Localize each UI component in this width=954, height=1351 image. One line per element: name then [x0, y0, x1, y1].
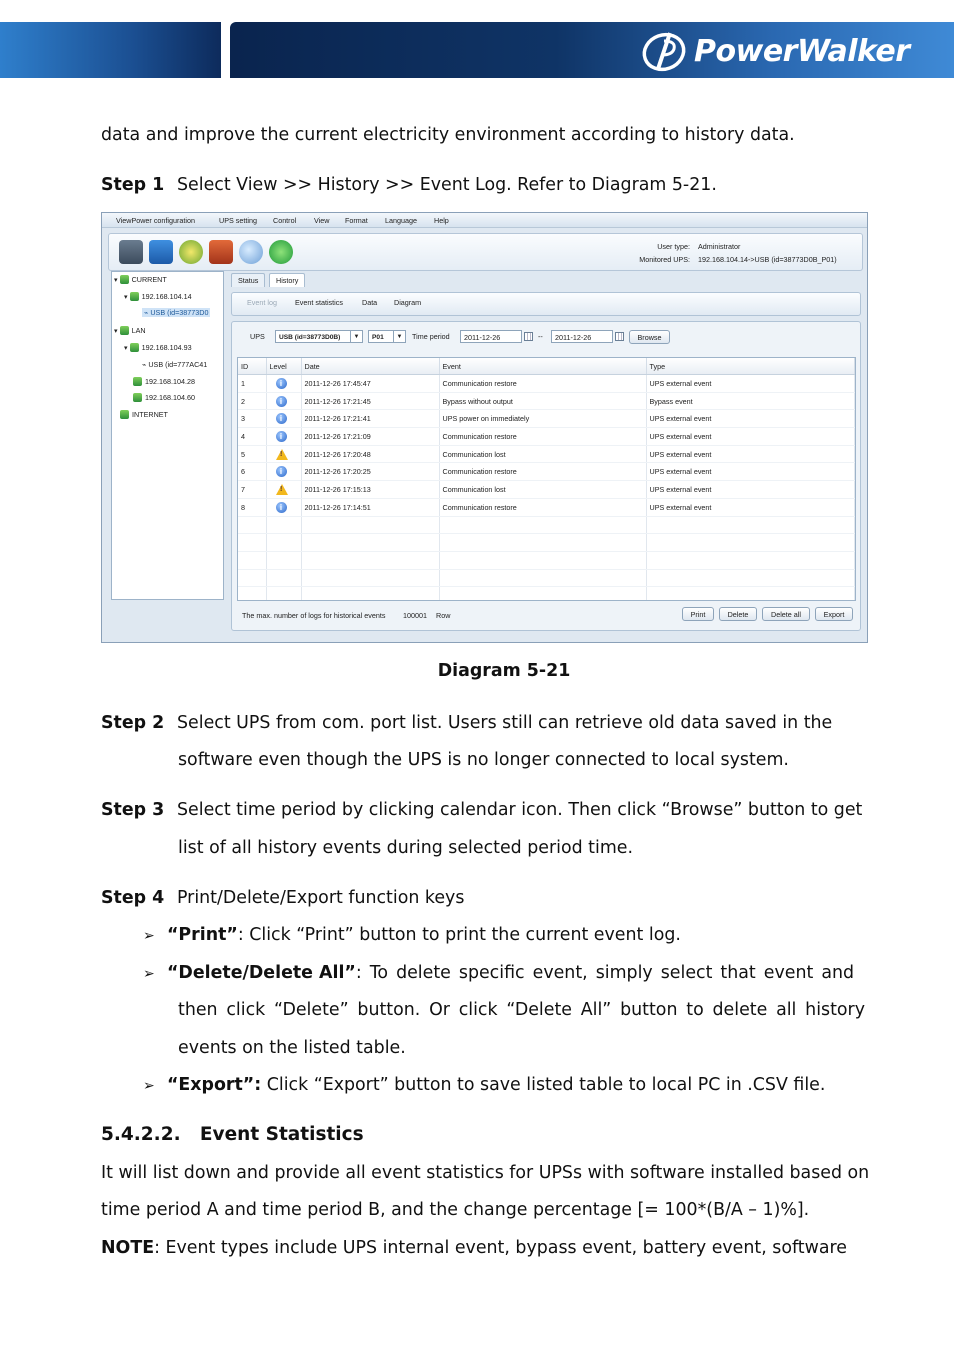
step-4-label: Step 4	[101, 888, 165, 908]
usb-icon: ⌁	[142, 360, 149, 369]
configuration-icon[interactable]	[149, 240, 173, 264]
section-line-1: It will list down and provide all event statistics for UPSs with software installed based on	[101, 1163, 870, 1183]
export-button[interactable]: Export	[815, 607, 853, 621]
tree-node-lan[interactable]: ▾ LAN	[114, 326, 146, 335]
usb-icon: ⌁	[144, 308, 151, 317]
note-label: NOTE	[101, 1238, 155, 1258]
empty-cell	[646, 569, 855, 587]
empty-table-row	[238, 551, 855, 569]
cell-level	[266, 498, 301, 516]
bullet-export-text: Click “Export” button to save listed table to local PC in .CSV file.	[261, 1075, 826, 1095]
empty-cell	[266, 569, 301, 587]
cell-type: UPS external event	[646, 428, 855, 446]
empty-table-row	[238, 516, 855, 534]
tree-node-usb2[interactable]: ⌁ USB (id=777AC41	[142, 360, 208, 369]
empty-cell	[301, 516, 439, 534]
empty-cell	[439, 569, 646, 587]
bullet-delete-line-3: events on the listed table.	[178, 1038, 406, 1058]
tree-node-usb1[interactable]: ⌁ USB (id=38773D0	[144, 308, 209, 317]
date-from-input[interactable]: 2011-12-26	[460, 330, 522, 343]
note-text: : Event types include UPS internal event, bypass event, battery event, software	[154, 1238, 847, 1258]
chevron-down-icon: ▼	[350, 331, 362, 342]
main-tabs	[231, 273, 861, 287]
section-line-2: time period A and time period B, and the change percentage [= 100*(B/A – 1)%].	[101, 1200, 810, 1220]
cell-level	[266, 445, 301, 463]
cell-event: Bypass without output	[439, 392, 646, 410]
cell-date: 2011-12-26 17:45:47	[301, 375, 439, 393]
diagram-caption: Diagram 5-21	[437, 661, 571, 681]
empty-table-row	[238, 534, 855, 552]
globe-icon	[120, 410, 129, 419]
cell-id: 3	[238, 410, 266, 428]
browse-button[interactable]: Browse	[629, 330, 670, 344]
date-to-input[interactable]: 2011-12-26	[551, 330, 613, 343]
step-2	[101, 712, 832, 734]
ups-label: UPS	[250, 332, 265, 341]
arrow-bullet-icon: ➢	[143, 966, 155, 982]
cell-date: 2011-12-26 17:15:13	[301, 481, 439, 499]
bullet-export	[143, 1074, 825, 1097]
table-header-row	[238, 358, 855, 375]
table-row[interactable]	[238, 498, 855, 516]
empty-cell	[238, 569, 266, 587]
empty-cell	[439, 551, 646, 569]
empty-cell	[266, 551, 301, 569]
port-select[interactable]: P01 ▼	[368, 330, 406, 343]
empty-cell	[439, 534, 646, 552]
cell-type: UPS external event	[646, 463, 855, 481]
table-row[interactable]	[238, 392, 855, 410]
col-level[interactable]: Level	[266, 358, 301, 375]
empty-cell	[646, 551, 855, 569]
computer-icon	[133, 393, 142, 402]
empty-table-row	[238, 569, 855, 587]
menu-ups-setting[interactable]: UPS setting	[219, 216, 257, 225]
empty-cell	[301, 587, 439, 601]
monitor-icon[interactable]	[119, 240, 143, 264]
step-4-text: Print/Delete/Export function keys	[177, 888, 465, 908]
cell-event: Communication lost	[439, 445, 646, 463]
step-2-line-1: Select UPS from com. port list. Users still can retrieve old data saved in the	[177, 713, 833, 733]
empty-cell	[238, 587, 266, 601]
cell-date: 2011-12-26 17:14:51	[301, 498, 439, 516]
empty-cell	[301, 551, 439, 569]
empty-cell	[266, 534, 301, 552]
computer-icon	[130, 343, 139, 352]
app-toolbar	[108, 233, 863, 271]
tab-history[interactable]: History	[269, 273, 305, 287]
chevron-down-icon: ▼	[393, 331, 405, 342]
subtab-diagram[interactable]: Diagram	[394, 298, 422, 307]
monitored-ups-value: 192.168.104.14->USB (id=38773D0B_P01)	[698, 255, 837, 264]
table-footer	[237, 607, 854, 625]
cell-type: Bypass event	[646, 392, 855, 410]
step-4	[101, 887, 464, 909]
empty-cell	[646, 587, 855, 601]
computer-icon	[133, 377, 142, 386]
calendar-icon[interactable]	[524, 332, 533, 341]
cell-level	[266, 428, 301, 446]
delete-all-button[interactable]: Delete all	[762, 607, 810, 621]
cell-date: 2011-12-26 17:21:45	[301, 392, 439, 410]
empty-cell	[266, 516, 301, 534]
info-icon: i	[276, 413, 287, 424]
cell-event: Communication restore	[439, 463, 646, 481]
step-3	[101, 799, 862, 821]
menu-format[interactable]: Format	[345, 216, 368, 225]
cell-event: Communication lost	[439, 481, 646, 499]
cell-level	[266, 375, 301, 393]
table-row[interactable]	[238, 375, 855, 393]
event-table	[237, 357, 856, 601]
settings-gear-icon[interactable]	[179, 240, 203, 264]
bullet-print	[143, 924, 681, 947]
brand-name: PowerWalker	[694, 33, 910, 69]
info-icon: i	[276, 378, 287, 389]
history-subtabs	[231, 292, 861, 316]
subtab-event-statistics[interactable]: Event statistics	[295, 298, 343, 307]
cell-id: 6	[238, 463, 266, 481]
time-period-label: Time period	[412, 332, 450, 341]
menu-language[interactable]: Language	[385, 216, 417, 225]
viewpower-screenshot	[101, 212, 868, 643]
cell-id: 2	[238, 392, 266, 410]
step-3-line-2: list of all history events during selected period time.	[178, 838, 633, 858]
cell-level	[266, 481, 301, 499]
print-button[interactable]: Print	[682, 607, 714, 621]
cell-level	[266, 463, 301, 481]
empty-cell	[439, 516, 646, 534]
step-1-text: Select View >> History >> Event Log. Refer to Diagram 5-21.	[177, 175, 717, 195]
cell-event: Communication restore	[439, 375, 646, 393]
cell-id: 7	[238, 481, 266, 499]
info-icon: i	[276, 502, 287, 513]
empty-cell	[301, 569, 439, 587]
cell-event: Communication restore	[439, 428, 646, 446]
col-event[interactable]: Event	[439, 358, 646, 375]
delete-button[interactable]: Delete	[719, 607, 757, 621]
cell-type: UPS external event	[646, 498, 855, 516]
cell-date: 2011-12-26 17:20:25	[301, 463, 439, 481]
tab-status[interactable]: Status	[231, 273, 265, 287]
cell-id: 1	[238, 375, 266, 393]
bullet-print-text: : Click “Print” button to print the current event log.	[237, 925, 681, 945]
table-row[interactable]	[238, 463, 855, 481]
warning-icon	[276, 484, 288, 495]
menu-help[interactable]: Help	[434, 216, 449, 225]
empty-cell	[301, 534, 439, 552]
tree-node-host2[interactable]: ▾ 192.168.104.93	[124, 343, 192, 352]
bullet-export-key: “Export”:	[167, 1075, 262, 1095]
subtab-event-log[interactable]: Event log	[247, 298, 277, 307]
refresh-icon[interactable]	[269, 240, 293, 264]
cell-date: 2011-12-26 17:21:09	[301, 428, 439, 446]
table-row[interactable]	[238, 410, 855, 428]
cell-type: UPS external event	[646, 375, 855, 393]
range-separator: --	[538, 332, 543, 341]
row-label: Row	[436, 611, 451, 620]
table-row[interactable]	[238, 481, 855, 499]
section-heading: 5.4.2.2. Event Statistics	[101, 1124, 364, 1145]
control-icon[interactable]	[209, 240, 233, 264]
ups-select[interactable]: USB (id=38773D0B) ▼	[275, 330, 363, 343]
arrow-bullet-icon: ➢	[143, 1078, 155, 1094]
event-log-panel	[231, 321, 861, 631]
tree-node-internet[interactable]: INTERNET	[120, 410, 168, 419]
table-row[interactable]	[238, 428, 855, 446]
cell-type: UPS external event	[646, 481, 855, 499]
network-icon	[120, 275, 129, 284]
info-icon: i	[276, 431, 287, 442]
max-logs-value[interactable]: 100001	[403, 611, 427, 620]
cell-event: Communication restore	[439, 498, 646, 516]
tree-node-host1[interactable]: ▾ 192.168.104.14	[124, 292, 192, 301]
bullet-delete	[143, 962, 854, 985]
cell-level	[266, 410, 301, 428]
empty-cell	[238, 551, 266, 569]
subtab-data[interactable]: Data	[362, 298, 378, 307]
bullet-delete-line-2: then click “Delete” button. Or click “Delete All” button to delete all history	[178, 1000, 865, 1020]
table-row[interactable]	[238, 445, 855, 463]
cell-type: UPS external event	[646, 445, 855, 463]
note-paragraph	[101, 1237, 847, 1259]
menu-control[interactable]: Control	[273, 216, 297, 225]
info-icon: i	[276, 466, 287, 477]
max-logs-label: The max. number of logs for historical events	[242, 611, 386, 620]
empty-cell	[238, 534, 266, 552]
user-info	[630, 240, 850, 266]
step-2-label: Step 2	[101, 713, 165, 733]
calendar-icon[interactable]	[615, 332, 624, 341]
tree-node-current[interactable]: ▾ CURRENT	[114, 275, 167, 284]
tree-node-host4[interactable]: 192.168.104.60	[133, 393, 195, 402]
bullet-delete-key: “Delete/Delete All”	[167, 963, 356, 983]
user-type-value: Administrator	[698, 242, 741, 251]
empty-cell	[646, 516, 855, 534]
brand-logo	[640, 28, 910, 74]
step-3-label: Step 3	[101, 800, 165, 820]
empty-table-row	[238, 587, 855, 601]
menu-view[interactable]: View	[314, 216, 330, 225]
col-date[interactable]: Date	[301, 358, 439, 375]
app-menu-bar	[102, 213, 867, 228]
bullet-print-key: “Print”	[167, 925, 238, 945]
intro-paragraph: data and improve the current electricity environment according to history data.	[101, 125, 795, 145]
bullet-delete-line-1: : To delete specific event, simply select that event and	[355, 963, 855, 983]
cell-id: 8	[238, 498, 266, 516]
cell-level	[266, 392, 301, 410]
step-2-line-2: software even though the UPS is no longer connected to local system.	[178, 750, 789, 770]
header-banner	[0, 22, 954, 78]
col-type[interactable]: Type	[646, 358, 855, 375]
computer-icon	[130, 292, 139, 301]
col-id[interactable]: ID	[238, 358, 266, 375]
cell-event: UPS power on immediately	[439, 410, 646, 428]
menu-viewpower-configuration[interactable]: ViewPower configuration	[116, 216, 195, 225]
empty-cell	[238, 516, 266, 534]
step-1-label: Step 1	[101, 175, 165, 195]
info-icon: i	[276, 396, 287, 407]
banner-left-bar	[0, 22, 221, 78]
empty-cell	[646, 534, 855, 552]
cell-date: 2011-12-26 17:20:48	[301, 445, 439, 463]
cell-date: 2011-12-26 17:21:41	[301, 410, 439, 428]
powerwalker-logo-icon	[640, 29, 692, 73]
empty-cell	[439, 587, 646, 601]
arrow-bullet-icon: ➢	[143, 928, 155, 944]
tree-node-host3[interactable]: 192.168.104.28	[133, 377, 195, 386]
monitored-ups-label: Monitored UPS:	[639, 255, 690, 264]
step-1	[101, 174, 717, 196]
step-3-line-1: Select time period by clicking calendar icon. Then click “Browse” button to get	[177, 800, 863, 820]
network-icon	[120, 326, 129, 335]
user-type-label: User type:	[657, 242, 690, 251]
cell-id: 5	[238, 445, 266, 463]
search-icon[interactable]	[239, 240, 263, 264]
cell-type: UPS external event	[646, 410, 855, 428]
warning-icon	[276, 449, 288, 460]
device-tree	[111, 271, 224, 600]
empty-cell	[266, 587, 301, 601]
cell-id: 4	[238, 428, 266, 446]
